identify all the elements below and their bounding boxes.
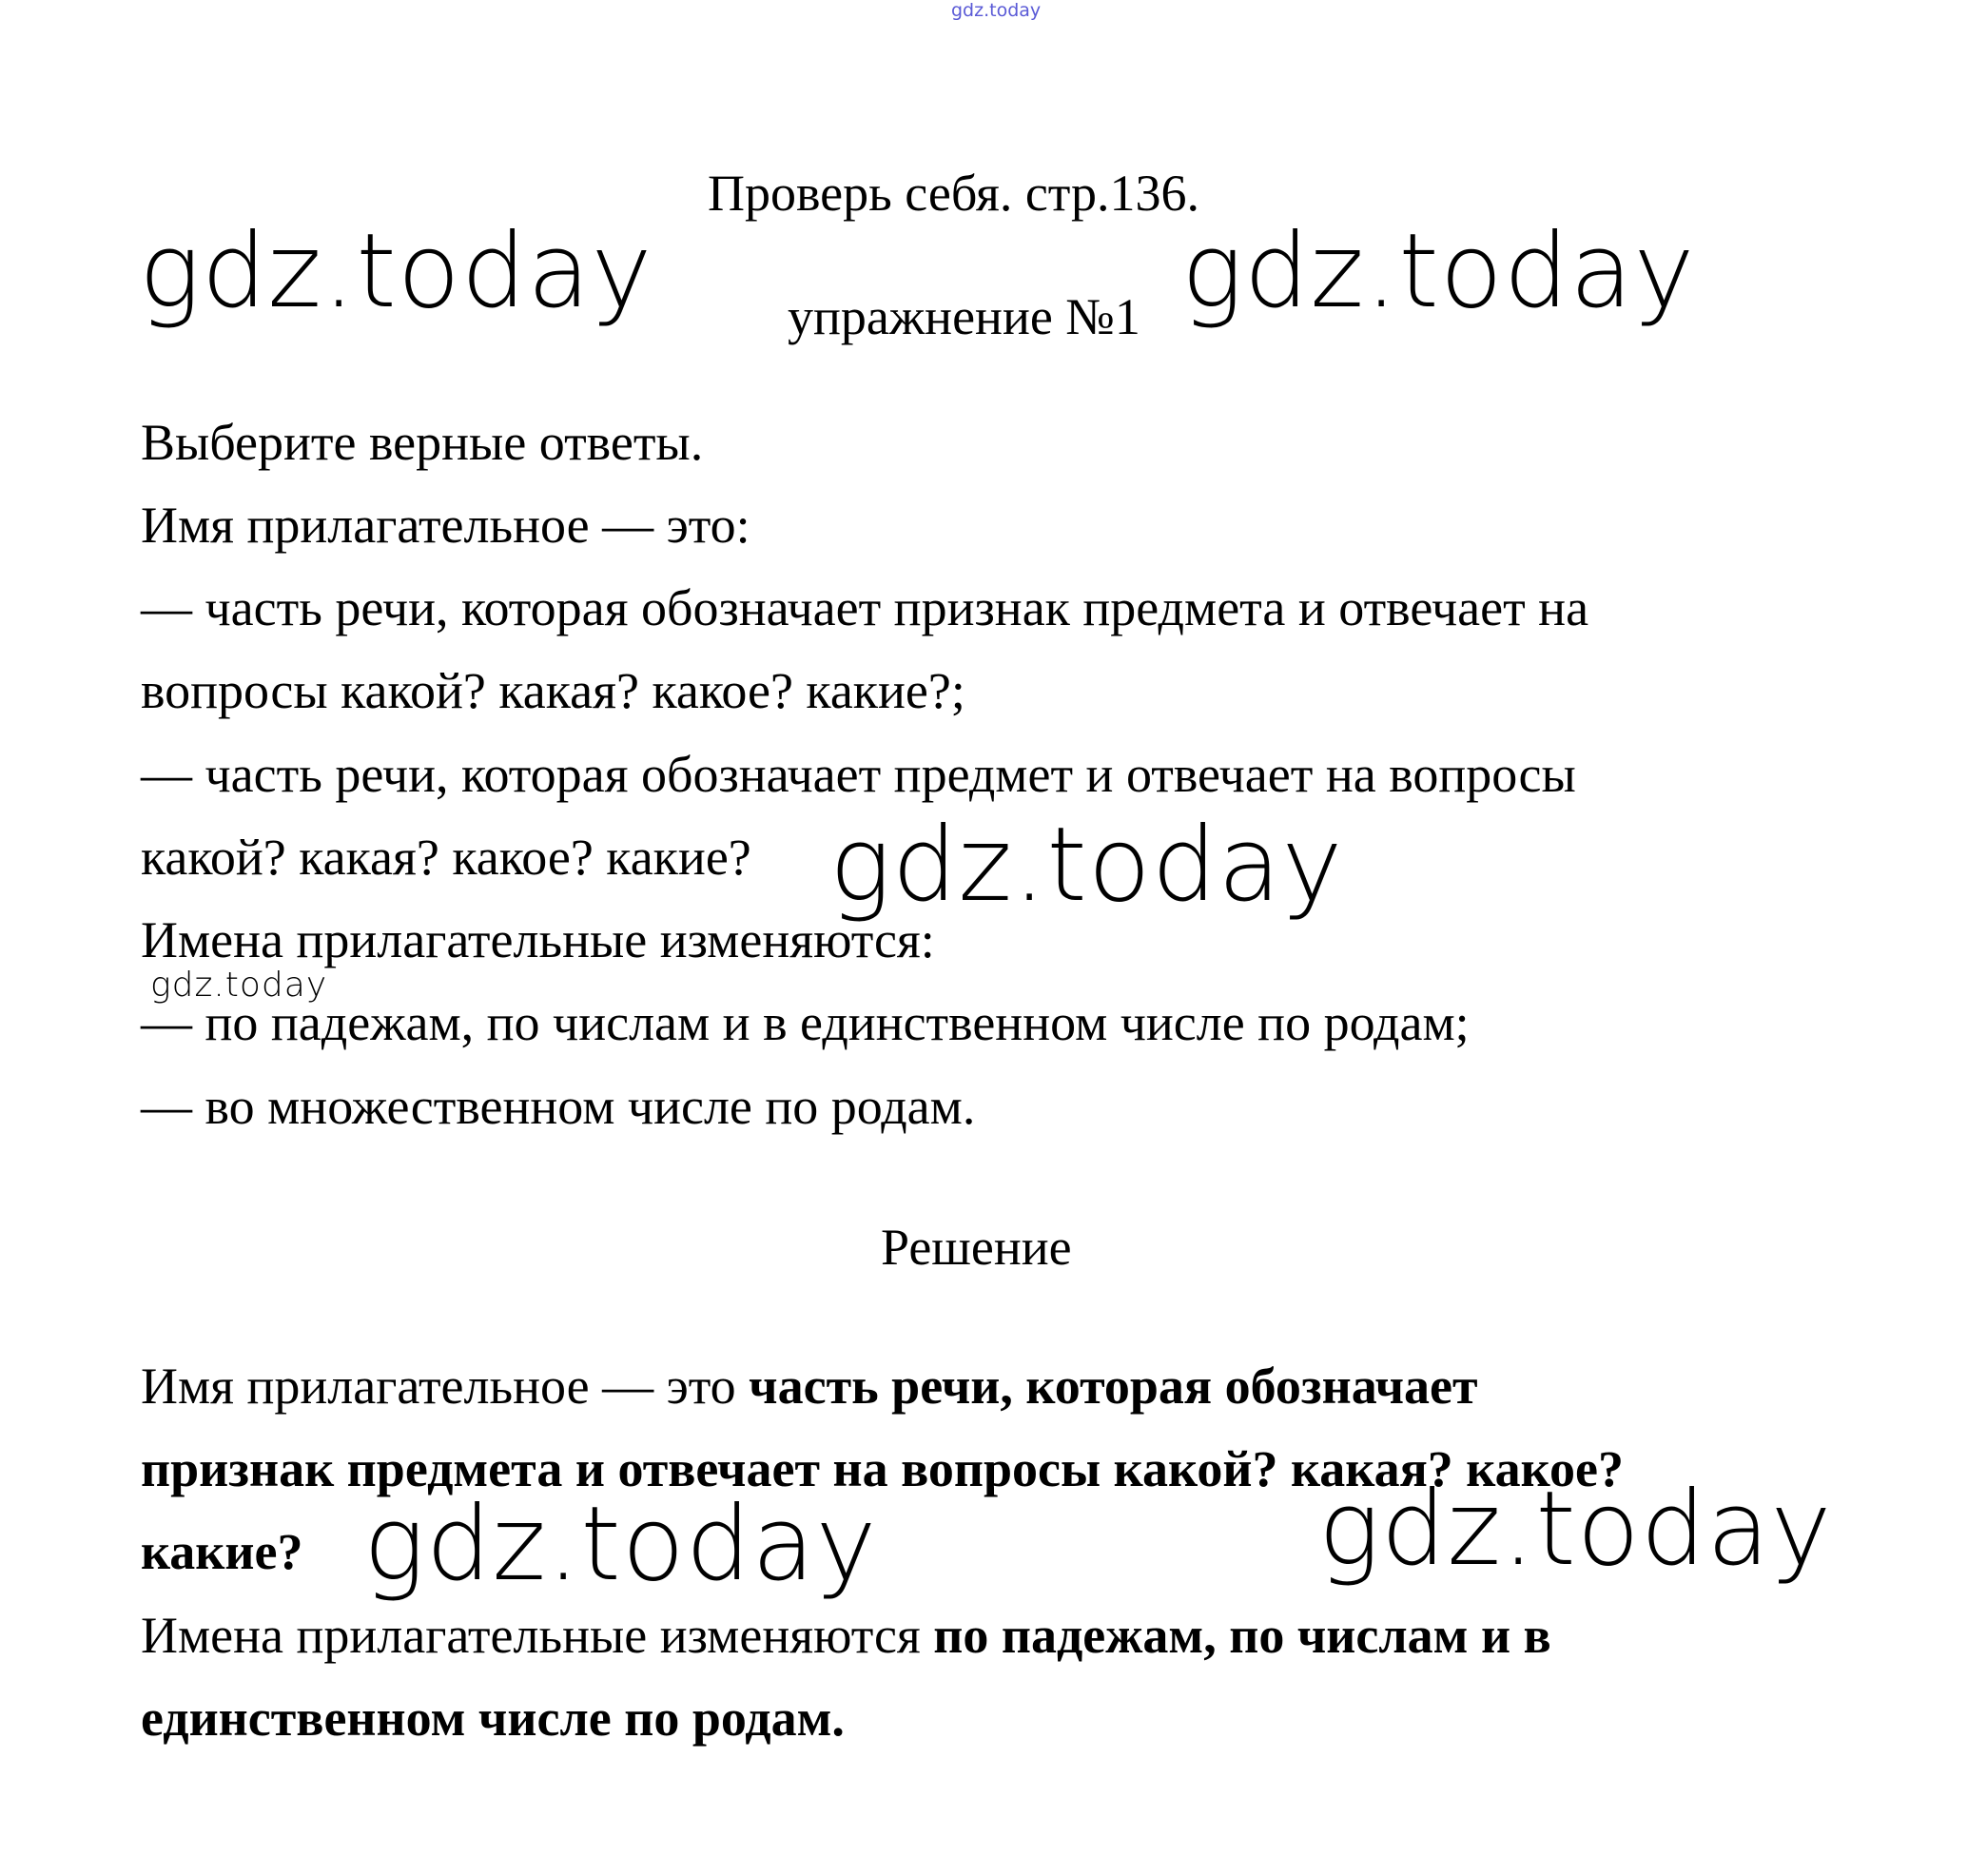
watermark-top-right: gdz.today xyxy=(1181,212,1696,331)
watermark-bottom-right: gdz.today xyxy=(1318,1470,1833,1589)
solution-heading: Решение xyxy=(881,1219,1072,1276)
watermark-small: gdz.today xyxy=(150,966,328,1005)
answer-1-bold-1: часть речи, которая обозначает xyxy=(749,1358,1478,1415)
question-2-option-2: — во множественном числе по родам. xyxy=(141,1078,976,1135)
question-1-option-1-line-2: вопросы какой? какая? какое? какие?; xyxy=(141,662,965,719)
answer-2-bold-2: единственном числе по родам. xyxy=(141,1690,845,1747)
question-1-option-2-line-1: — часть речи, которая обозначает предмет и отвечает на вопросы xyxy=(141,746,1576,803)
task-instruction: Выберите верные ответы. xyxy=(141,414,704,471)
top-watermark: gdz.today xyxy=(951,0,1042,21)
answer-1-line-3 xyxy=(141,1523,303,1580)
question-1: Имя прилагательное — это: xyxy=(141,497,750,554)
exercise-title: упражнение №1 xyxy=(788,288,1140,345)
answer-2-bold-1: по падежам, по числам и в xyxy=(933,1607,1551,1664)
answer-1-prefix: Имя прилагательное — это xyxy=(141,1358,750,1415)
watermark-middle: gdz.today xyxy=(829,806,1344,925)
answer-2-prefix: Имена прилагательные изменяются xyxy=(141,1607,934,1664)
question-1-option-2-line-2: какой? какая? какое? какие? xyxy=(141,829,751,886)
watermark-top-left: gdz.today xyxy=(139,212,653,331)
question-2: Имена прилагательные изменяются: xyxy=(141,911,935,968)
answer-1-bold-2: признак предмета и отвечает на вопросы какой? какая? какое? xyxy=(141,1440,1624,1497)
answer-2-line-2 xyxy=(141,1690,845,1747)
watermark-bottom-left: gdz.today xyxy=(363,1485,878,1604)
answer-1-line-1 xyxy=(141,1358,1478,1415)
answer-1-bold-3: какие? xyxy=(141,1523,303,1580)
question-2-option-1: — по падежам, по числам и в единственном числе по родам; xyxy=(141,994,1470,1051)
question-1-option-1-line-1: — часть речи, которая обозначает признак предмета и отвечает на xyxy=(141,579,1589,636)
page-title: Проверь себя. стр.136. xyxy=(708,165,1200,222)
answer-2-line-1 xyxy=(141,1607,1551,1664)
